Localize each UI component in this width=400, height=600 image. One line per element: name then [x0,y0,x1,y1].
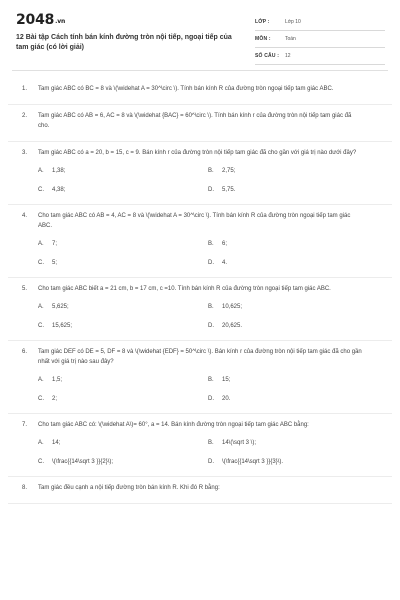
option-letter: D. [208,323,214,329]
option-letter: A. [38,304,44,310]
answer-option[interactable] [208,376,378,384]
option-text: 2; [52,396,58,402]
option-text: 2,75; [222,168,236,174]
option-text: 20,625. [222,323,243,329]
option-letter: A. [38,440,44,446]
option-letter: B. [208,304,214,310]
meta-value: 12 [285,53,291,59]
question-number: 8. [22,485,28,491]
option-letter: B. [208,168,214,174]
answer-option[interactable] [38,186,208,194]
question-text: Cho tam giác ABC có: \(\widehat A\)= 60°, a = 14. Bán kính đường tròn ngoại tiếp tam giác ABC bằng: [38,422,309,428]
option-letter: C. [38,260,44,266]
option-letter: C. [38,459,44,465]
answer-option[interactable] [208,303,378,311]
question-text: Tam giác DEF có DE = 5, DF = 8 và \(\widehat {EDF} = 50^\circ \). Bán kính r của đường tròn nội tiếp tam giác đã cho gần nhất với giá trị nào sau đây? [38,349,362,365]
answer-option[interactable] [38,395,208,403]
question-item [8,78,392,105]
meta-row-subject [255,33,385,48]
answer-option[interactable] [208,259,378,267]
answer-option[interactable] [38,240,208,248]
question-item [8,205,392,278]
question-row [22,347,378,367]
option-text: 6; [222,241,228,247]
answer-option[interactable] [38,303,208,311]
meta-value: Lớp 10 [285,19,301,25]
meta-info [255,16,385,67]
answer-option[interactable] [38,259,208,267]
question-row [22,148,378,158]
question-row [22,84,378,94]
meta-row-count [255,50,385,65]
page-header [0,0,400,70]
question-text: Tam giác ABC có a = 20, b = 15, c = 9. Bán kính r của đường tròn nội tiếp tam giác đã cho gần với giá trị nào dưới đây? [38,150,357,156]
meta-label: SỐ CÂU : [255,53,280,59]
question-row [22,483,378,493]
meta-label: LỚP : [255,19,270,25]
answer-option[interactable] [208,322,378,330]
question-number: 6. [22,349,28,355]
meta-label: MÔN : [255,36,271,42]
option-letter: B. [208,241,214,247]
answer-option[interactable] [208,458,378,466]
question-number: 4. [22,213,28,219]
option-text: 4,38; [52,187,66,193]
answer-options [38,303,378,330]
option-letter: D. [208,459,214,465]
option-text: \(\frac{{14\sqrt 3 }}{2}\); [52,459,114,465]
site-logo[interactable] [16,12,65,28]
answer-options [38,439,378,466]
option-text: 5,75. [222,187,236,193]
question-item [8,278,392,341]
answer-option[interactable] [208,395,378,403]
question-number: 5. [22,286,28,292]
question-text: Tam giác ABC có BC = 8 và \(\widehat A = 30^\circ \). Tính bán kính R của đường tròn ngoại tiếp tam giác ABC. [38,86,334,92]
option-text: 5; [52,260,58,266]
answer-option[interactable] [38,322,208,330]
option-letter: B. [208,440,214,446]
answer-option[interactable] [38,376,208,384]
option-letter: C. [38,396,44,402]
question-item [8,414,392,477]
answer-option[interactable] [38,458,208,466]
answer-option[interactable] [38,167,208,175]
option-text: 10,625; [222,304,243,310]
question-item [8,105,392,142]
option-letter: A. [38,168,44,174]
question-row [22,211,378,231]
question-text: Tam giác đều cạnh a nội tiếp đường tròn bán kính R. Khi đó R bằng: [38,485,220,491]
question-item [8,341,392,414]
option-letter: D. [208,396,214,402]
question-row [22,284,378,294]
answer-options [38,167,378,194]
question-item [8,477,392,504]
question-list [0,78,400,504]
logo-suffix: .vn [55,18,66,25]
option-letter: D. [208,260,214,266]
option-text: 5,625; [52,304,69,310]
logo-main: 2048 [16,12,55,28]
question-number: 1. [22,86,28,92]
option-text: 1,38; [52,168,66,174]
meta-value: Toán [285,36,296,42]
option-text: 7; [52,241,58,247]
answer-option[interactable] [208,167,378,175]
meta-row-class [255,16,385,31]
header-divider [12,70,388,71]
question-row [22,111,378,131]
option-text: 15; [222,377,231,383]
option-letter: C. [38,187,44,193]
option-text: 1,5; [52,377,63,383]
answer-option[interactable] [208,186,378,194]
question-text: Cho tam giác ABC biết a = 21 cm, b = 17 cm, c =10. Tính bán kính R của đường tròn ngoại tiếp tam giác ABC. [38,286,331,292]
option-text: 15,625; [52,323,73,329]
answer-option[interactable] [38,439,208,447]
option-letter: A. [38,241,44,247]
answer-options [38,240,378,267]
question-number: 7. [22,422,28,428]
answer-option[interactable] [208,240,378,248]
option-text: \(\frac{{14\sqrt 3 }}{3}\). [222,459,284,465]
option-letter: A. [38,377,44,383]
option-text: 4. [222,260,228,266]
option-text: 14; [52,440,61,446]
question-row [22,420,378,430]
option-letter: D. [208,187,214,193]
option-letter: C. [38,323,44,329]
question-text: Cho tam giác ABC có AB = 4, AC = 8 và \(\widehat A = 30^\circ \). Tính bán kính R của đường tròn ngoại tiếp tam giác ABC. [38,213,351,229]
question-text: Tam giác ABC có AB = 6, AC = 8 và \(\widehat {BAC} = 60^\circ \). Tính bán kính r của đường tròn nội tiếp tam giác đã cho. [38,113,352,129]
answer-option[interactable] [208,439,378,447]
option-text: 20. [222,396,231,402]
option-letter: B. [208,377,214,383]
option-text: 14\(\sqrt 3 \); [222,440,257,446]
question-number: 3. [22,150,28,156]
document-title: 12 Bài tập Cách tính bán kính đường tròn nội tiếp, ngoại tiếp của tam giác (có lời giải) [16,34,232,51]
question-number: 2. [22,113,28,119]
answer-options [38,376,378,403]
question-item [8,142,392,205]
